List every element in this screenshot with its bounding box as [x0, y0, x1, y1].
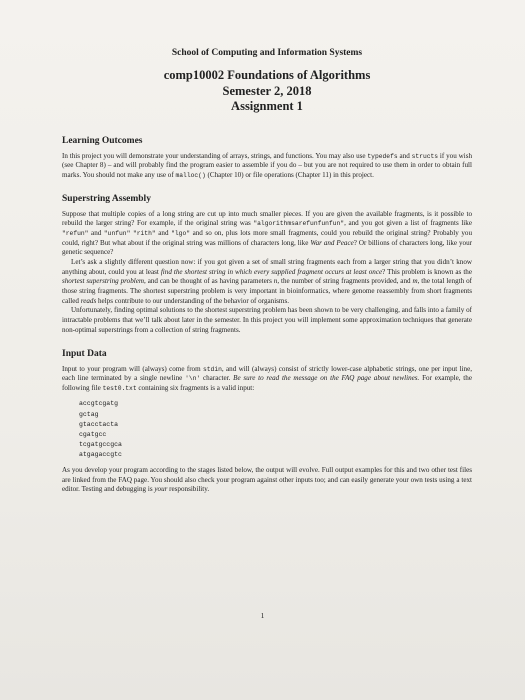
- fragment-line: gctag: [79, 410, 99, 418]
- text-run: ? Or billions of characters long, like your genetic sequence?: [62, 238, 472, 257]
- emphasis-text: reads: [80, 296, 97, 305]
- text-run: and: [155, 229, 172, 238]
- title-block: [62, 48, 472, 114]
- text-run: , the total length of those string fragments. The shortest superstring problem is very important in bioinformatics, where genome reassembly from short fragments called: [62, 277, 472, 305]
- emphasis-text: Be sure to read the message on the FAQ page about newlines.: [233, 374, 420, 383]
- text-run: and so on, plus lots more small fragments, could you rebuild the original string? Probably you could, right? But what about if the original string was millions of characters long, like: [62, 229, 472, 247]
- superstring-section: [62, 194, 472, 335]
- learning-outcomes-section: [62, 136, 472, 180]
- code-example-string: "algorithmsarefunfunfun": [253, 220, 345, 228]
- fragment-line: tcgatgccgca: [79, 440, 122, 448]
- text-run: , the number of string fragments provided, and: [277, 277, 413, 286]
- code-filename: test0.txt: [102, 384, 137, 392]
- text-run: character.: [200, 374, 234, 383]
- learning-outcomes-heading: Learning Outcomes: [62, 136, 143, 147]
- code-fragment: "unfun": [103, 230, 131, 238]
- text-run: , and can be thought of as having parameters: [144, 277, 274, 286]
- fragment-line: atgagaccgtc: [79, 450, 122, 458]
- code-structs: structs: [411, 152, 439, 160]
- page-content: [62, 48, 472, 509]
- math-variable-m: m: [412, 277, 418, 286]
- course-title: comp10002 Foundations of Algorithms: [163, 68, 371, 83]
- fragment-line: cgatgcc: [79, 430, 107, 438]
- input-data-heading: Input Data: [62, 349, 107, 360]
- superstring-paragraph-1: [62, 210, 472, 258]
- emphasis-text: shortest superstring problem: [62, 277, 145, 286]
- code-typedefs: typedefs: [367, 152, 398, 160]
- semester-line: Semester 2, 2018: [222, 83, 312, 98]
- code-fragment: "lgo": [171, 230, 191, 238]
- superstring-paragraph-3: Unfortunately, finding optimal solutions to the shortest superstring problem has been shown to be very challenging, and falls into a family of intractable problems that we’ll talk about later in the semester. In this project you will implement some approximation techniques that generate non-optimal superstrings from a collection of string fragments.: [62, 306, 472, 334]
- superstring-paragraph-2: [62, 258, 472, 306]
- text-run: responsibility.: [167, 485, 210, 494]
- code-stdin: stdin: [202, 365, 222, 373]
- school-name: School of Computing and Information Systems: [171, 48, 363, 58]
- superstring-heading: Superstring Assembly: [62, 194, 151, 205]
- code-malloc: malloc(): [175, 171, 206, 179]
- input-data-paragraph-2: [62, 466, 472, 495]
- text-run: helps contribute to our understanding of the behavior of organisms.: [96, 296, 289, 305]
- code-newline: '\n': [185, 375, 201, 383]
- text-run: and: [397, 151, 412, 160]
- text-run: As you develop your program according to the stages listed below, the output will evolve. Full output examples for this and two other test files are linked from the FAQ page. You should also check your program against other inputs too; and can easily generate your own tests using a text editor. Testing and debugging is: [62, 465, 472, 494]
- text-run: if you wish (see Chapter 8) – and will probably find the program easier to assemble if you do – but you are not required to use them in order to obtain full marks. You should not make any use of: [62, 151, 473, 179]
- text-run: For example, the following file: [62, 374, 472, 392]
- text-run: containing six fragments is a valid input:: [136, 383, 255, 392]
- text-run: Input to your program will (always) come from: [62, 364, 203, 373]
- text-run: ? This problem is known as the: [382, 267, 472, 276]
- text-run: , and you got given a list of fragments like: [344, 219, 472, 228]
- book-title: War and Peace: [310, 238, 354, 247]
- assignment-title: Assignment 1: [231, 98, 303, 113]
- input-data-paragraph-1: [62, 365, 472, 394]
- fragment-list: [79, 399, 472, 459]
- fragment-line: accgtcgatg: [79, 400, 119, 408]
- code-fragment: "rith": [132, 230, 156, 238]
- fragment-line: gtacctacta: [79, 420, 119, 428]
- page-number: 1: [260, 611, 265, 620]
- code-fragment: "refun": [62, 230, 89, 238]
- text-run: Suppose that multiple copies of a long string are cut up into much smaller pieces. If you are given the available fragments, is it possible to rebuild the larger string? For example, if the original string was: [62, 209, 472, 228]
- emphasis-text: find the shortest string in which every supplied fragment occurs at least once: [160, 267, 383, 276]
- text-run: Let’s ask a slightly different question now: if you got given a set of small string fragments each from a larger string that you didn’t know anything about, could you at least: [62, 258, 472, 276]
- emphasis-text: your: [154, 485, 168, 494]
- text-run: (Chapter 10) or file operations (Chapter 11) in this project.: [205, 170, 374, 179]
- text-run: , and will (always) consist of strictly lower-case alphabetic strings, one per input line, each line terminated by a single newline: [62, 364, 473, 383]
- text-run: and: [88, 229, 104, 238]
- input-data-section: [62, 349, 472, 495]
- text-run: In this project you will demonstrate your understanding of arrays, strings, and functions. You may also use: [62, 151, 368, 160]
- math-variable-n: n: [273, 277, 278, 286]
- learning-outcomes-paragraph: [62, 152, 472, 181]
